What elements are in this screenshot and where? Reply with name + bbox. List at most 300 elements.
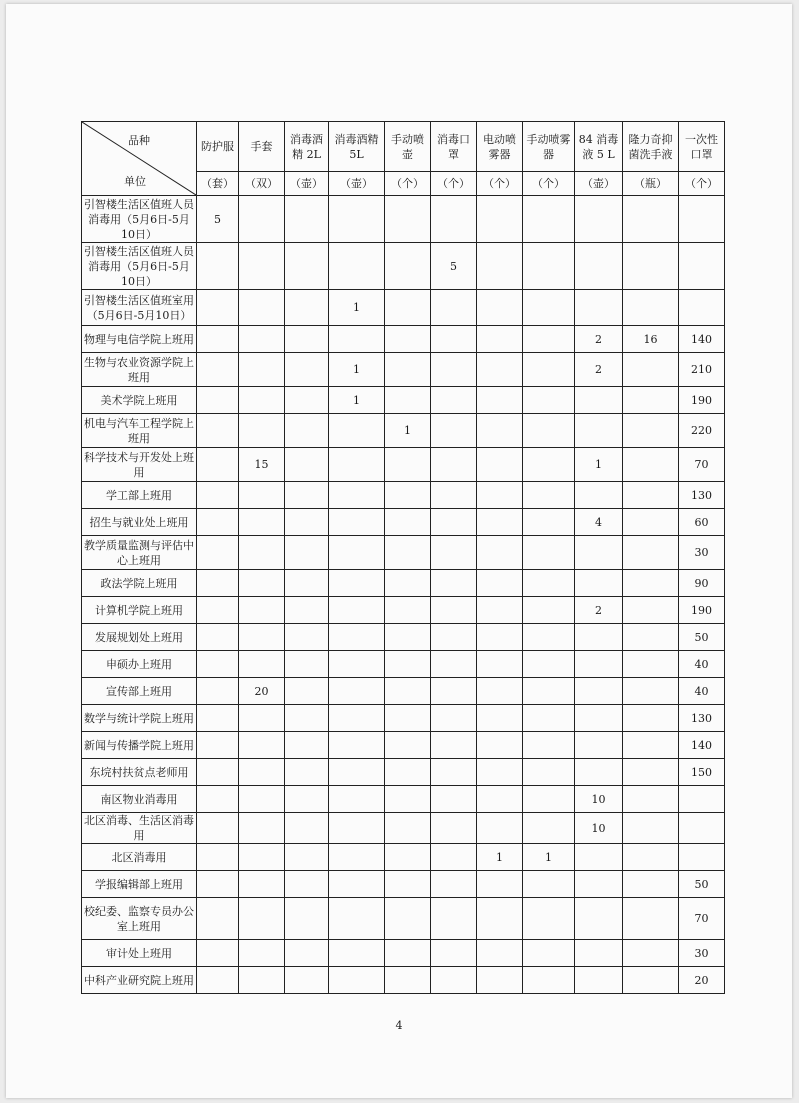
quantity-cell	[477, 414, 523, 448]
quantity-cell	[385, 326, 431, 353]
quantity-cell	[431, 536, 477, 570]
table-row	[82, 448, 725, 482]
quantity-cell	[239, 597, 285, 624]
quantity-cell	[523, 967, 575, 994]
quantity-cell	[431, 786, 477, 813]
quantity-cell	[197, 509, 239, 536]
quantity-cell	[197, 705, 239, 732]
table-row	[82, 624, 725, 651]
quantity-cell	[523, 290, 575, 326]
quantity-cell: 130	[679, 482, 725, 509]
quantity-cell: 20	[679, 967, 725, 994]
quantity-cell	[329, 509, 385, 536]
column-unit: （个）	[523, 172, 575, 196]
quantity-cell	[623, 786, 679, 813]
quantity-cell	[431, 353, 477, 387]
quantity-cell	[623, 353, 679, 387]
quantity-cell	[623, 387, 679, 414]
quantity-cell	[575, 482, 623, 509]
quantity-cell	[239, 732, 285, 759]
quantity-cell	[285, 705, 329, 732]
quantity-cell	[197, 536, 239, 570]
quantity-cell	[285, 844, 329, 871]
quantity-cell	[431, 624, 477, 651]
quantity-cell	[385, 509, 431, 536]
quantity-cell	[477, 759, 523, 786]
quantity-cell	[285, 967, 329, 994]
table-row	[82, 844, 725, 871]
quantity-cell	[623, 597, 679, 624]
quantity-cell	[477, 353, 523, 387]
quantity-cell	[285, 624, 329, 651]
quantity-cell	[285, 482, 329, 509]
quantity-cell	[523, 326, 575, 353]
table-row	[82, 387, 725, 414]
quantity-cell	[239, 898, 285, 940]
quantity-cell	[431, 570, 477, 597]
quantity-cell	[329, 624, 385, 651]
quantity-cell	[523, 536, 575, 570]
quantity-cell	[197, 678, 239, 705]
quantity-cell	[575, 940, 623, 967]
unit-cell: 政法学院上班用	[82, 570, 197, 597]
quantity-cell	[477, 536, 523, 570]
quantity-cell	[431, 940, 477, 967]
quantity-cell: 1	[575, 448, 623, 482]
unit-cell: 北区消毒、生活区消毒用	[82, 813, 197, 844]
quantity-cell	[575, 759, 623, 786]
quantity-cell	[431, 871, 477, 898]
column-header: 防护服	[197, 122, 239, 172]
column-header: 消毒口罩	[431, 122, 477, 172]
quantity-cell	[623, 678, 679, 705]
quantity-cell	[285, 243, 329, 290]
table-row	[82, 813, 725, 844]
unit-cell: 校纪委、监察专员办公室上班用	[82, 898, 197, 940]
quantity-cell	[523, 732, 575, 759]
quantity-cell	[385, 290, 431, 326]
quantity-cell	[477, 196, 523, 243]
quantity-cell	[285, 353, 329, 387]
quantity-cell	[623, 414, 679, 448]
table-row	[82, 705, 725, 732]
quantity-cell	[285, 536, 329, 570]
quantity-cell	[431, 387, 477, 414]
quantity-cell	[477, 651, 523, 678]
quantity-cell	[197, 290, 239, 326]
quantity-cell	[285, 509, 329, 536]
quantity-cell	[239, 290, 285, 326]
quantity-cell	[477, 898, 523, 940]
quantity-cell	[197, 967, 239, 994]
quantity-cell	[477, 813, 523, 844]
quantity-cell	[523, 597, 575, 624]
column-header: 隆力奇抑菌洗手液	[623, 122, 679, 172]
column-unit: （个）	[385, 172, 431, 196]
unit-cell: 学报编辑部上班用	[82, 871, 197, 898]
unit-cell: 引智楼生活区值班室用（5月6日-5月10日）	[82, 290, 197, 326]
column-header: 手动喷雾器	[523, 122, 575, 172]
quantity-cell	[239, 786, 285, 813]
quantity-cell	[523, 759, 575, 786]
unit-cell: 引智楼生活区值班人员消毒用（5月6日-5月10日）	[82, 243, 197, 290]
quantity-cell	[431, 813, 477, 844]
quantity-cell: 20	[239, 678, 285, 705]
quantity-cell	[385, 597, 431, 624]
quantity-cell	[385, 813, 431, 844]
quantity-cell: 1	[523, 844, 575, 871]
quantity-cell	[239, 196, 285, 243]
unit-cell: 新闻与传播学院上班用	[82, 732, 197, 759]
quantity-cell	[623, 967, 679, 994]
quantity-cell	[385, 705, 431, 732]
quantity-cell	[239, 967, 285, 994]
quantity-cell	[477, 448, 523, 482]
quantity-cell	[575, 536, 623, 570]
table-row	[82, 570, 725, 597]
column-unit: （个）	[679, 172, 725, 196]
quantity-cell	[623, 570, 679, 597]
page-number: 4	[395, 1019, 403, 1032]
unit-cell: 中科产业研究院上班用	[82, 967, 197, 994]
table-row	[82, 678, 725, 705]
quantity-cell: 5	[197, 196, 239, 243]
table-row	[82, 732, 725, 759]
quantity-cell	[329, 196, 385, 243]
table-row	[82, 536, 725, 570]
table-row	[82, 597, 725, 624]
document-page	[6, 4, 792, 1098]
quantity-cell: 1	[477, 844, 523, 871]
quantity-cell	[329, 678, 385, 705]
quantity-cell: 2	[575, 353, 623, 387]
quantity-cell	[197, 448, 239, 482]
table-row	[82, 509, 725, 536]
unit-cell: 教学质量监测与评估中心上班用	[82, 536, 197, 570]
quantity-cell	[385, 651, 431, 678]
quantity-cell	[431, 326, 477, 353]
unit-cell: 物理与电信学院上班用	[82, 326, 197, 353]
quantity-cell	[477, 940, 523, 967]
quantity-cell	[523, 678, 575, 705]
quantity-cell	[477, 482, 523, 509]
quantity-cell	[385, 844, 431, 871]
unit-cell: 招生与就业处上班用	[82, 509, 197, 536]
quantity-cell	[239, 705, 285, 732]
quantity-cell	[197, 387, 239, 414]
quantity-cell	[385, 967, 431, 994]
quantity-cell	[239, 414, 285, 448]
quantity-cell	[285, 290, 329, 326]
quantity-cell	[523, 898, 575, 940]
quantity-cell	[329, 898, 385, 940]
quantity-cell	[197, 624, 239, 651]
unit-cell: 审计处上班用	[82, 940, 197, 967]
quantity-cell	[385, 387, 431, 414]
quantity-cell	[239, 651, 285, 678]
quantity-cell	[285, 387, 329, 414]
quantity-cell: 10	[575, 786, 623, 813]
quantity-cell	[285, 597, 329, 624]
quantity-cell	[239, 871, 285, 898]
quantity-cell	[523, 414, 575, 448]
quantity-cell	[477, 597, 523, 624]
quantity-cell	[431, 482, 477, 509]
column-header: 一次性口罩	[679, 122, 725, 172]
column-header: 消毒酒精 5L	[329, 122, 385, 172]
quantity-cell	[385, 940, 431, 967]
quantity-cell	[575, 732, 623, 759]
table-row	[82, 967, 725, 994]
column-unit: （瓶）	[623, 172, 679, 196]
quantity-cell	[431, 967, 477, 994]
quantity-cell	[431, 678, 477, 705]
quantity-cell	[385, 353, 431, 387]
table-row	[82, 898, 725, 940]
quantity-cell	[431, 651, 477, 678]
quantity-cell	[329, 448, 385, 482]
quantity-cell	[385, 786, 431, 813]
quantity-cell	[329, 597, 385, 624]
quantity-cell	[329, 414, 385, 448]
quantity-cell	[575, 705, 623, 732]
unit-cell: 东垸村扶贫点老师用	[82, 759, 197, 786]
unit-cell: 数学与统计学院上班用	[82, 705, 197, 732]
quantity-cell	[623, 509, 679, 536]
quantity-cell	[477, 387, 523, 414]
quantity-cell	[431, 759, 477, 786]
quantity-cell	[431, 414, 477, 448]
quantity-cell	[679, 290, 725, 326]
column-unit: （个）	[477, 172, 523, 196]
quantity-cell	[431, 509, 477, 536]
quantity-cell	[197, 414, 239, 448]
quantity-cell	[385, 678, 431, 705]
quantity-cell	[197, 243, 239, 290]
quantity-cell	[523, 387, 575, 414]
quantity-cell	[329, 651, 385, 678]
quantity-cell	[329, 326, 385, 353]
column-unit: （壶）	[285, 172, 329, 196]
quantity-cell	[385, 243, 431, 290]
quantity-cell	[575, 624, 623, 651]
quantity-cell	[239, 570, 285, 597]
quantity-cell	[575, 570, 623, 597]
quantity-cell	[623, 536, 679, 570]
column-header: 电动喷雾器	[477, 122, 523, 172]
quantity-cell	[575, 967, 623, 994]
quantity-cell	[523, 509, 575, 536]
quantity-cell	[477, 624, 523, 651]
quantity-cell	[197, 844, 239, 871]
quantity-cell: 190	[679, 387, 725, 414]
quantity-cell: 140	[679, 326, 725, 353]
column-header: 手动喷壶	[385, 122, 431, 172]
quantity-cell	[385, 536, 431, 570]
quantity-cell	[679, 786, 725, 813]
unit-cell: 引智楼生活区值班人员消毒用（5月6日-5月10日）	[82, 196, 197, 243]
quantity-cell	[385, 482, 431, 509]
quantity-cell	[477, 871, 523, 898]
quantity-cell: 150	[679, 759, 725, 786]
quantity-cell	[477, 326, 523, 353]
quantity-cell	[523, 243, 575, 290]
quantity-cell	[385, 732, 431, 759]
quantity-cell	[523, 570, 575, 597]
quantity-cell	[385, 196, 431, 243]
quantity-cell	[285, 448, 329, 482]
quantity-cell	[623, 940, 679, 967]
quantity-cell: 5	[431, 243, 477, 290]
quantity-cell	[623, 651, 679, 678]
quantity-cell	[197, 813, 239, 844]
quantity-cell	[239, 387, 285, 414]
quantity-cell	[239, 940, 285, 967]
quantity-cell	[385, 898, 431, 940]
quantity-cell	[575, 844, 623, 871]
quantity-cell	[523, 448, 575, 482]
quantity-cell	[329, 940, 385, 967]
column-unit: （套）	[197, 172, 239, 196]
quantity-cell	[285, 759, 329, 786]
table-row	[82, 353, 725, 387]
quantity-cell: 70	[679, 448, 725, 482]
quantity-cell	[575, 387, 623, 414]
unit-cell: 美术学院上班用	[82, 387, 197, 414]
unit-cell: 申硕办上班用	[82, 651, 197, 678]
quantity-cell	[575, 196, 623, 243]
quantity-cell	[431, 290, 477, 326]
corner-header-cell	[82, 122, 197, 196]
corner-bottom-label: 单位	[124, 175, 146, 188]
quantity-cell	[523, 624, 575, 651]
quantity-cell	[431, 898, 477, 940]
quantity-cell: 60	[679, 509, 725, 536]
quantity-cell	[523, 786, 575, 813]
unit-cell: 机电与汽车工程学院上班用	[82, 414, 197, 448]
quantity-cell	[239, 509, 285, 536]
quantity-cell	[623, 243, 679, 290]
quantity-cell	[523, 940, 575, 967]
quantity-cell: 130	[679, 705, 725, 732]
quantity-cell: 16	[623, 326, 679, 353]
quantity-cell	[329, 844, 385, 871]
quantity-cell	[431, 705, 477, 732]
quantity-cell	[197, 353, 239, 387]
unit-cell: 学工部上班用	[82, 482, 197, 509]
quantity-cell	[523, 482, 575, 509]
quantity-cell	[197, 597, 239, 624]
quantity-cell: 2	[575, 597, 623, 624]
quantity-cell	[285, 940, 329, 967]
column-header: 手套	[239, 122, 285, 172]
column-unit: （壶）	[575, 172, 623, 196]
quantity-cell: 90	[679, 570, 725, 597]
quantity-cell	[523, 705, 575, 732]
quantity-cell	[477, 967, 523, 994]
quantity-cell	[197, 940, 239, 967]
quantity-cell	[285, 678, 329, 705]
quantity-cell: 2	[575, 326, 623, 353]
quantity-cell	[197, 871, 239, 898]
quantity-cell	[623, 898, 679, 940]
quantity-cell	[431, 448, 477, 482]
quantity-cell	[329, 570, 385, 597]
unit-cell: 计算机学院上班用	[82, 597, 197, 624]
quantity-cell	[477, 678, 523, 705]
quantity-cell	[431, 597, 477, 624]
table-row	[82, 326, 725, 353]
quantity-cell	[197, 326, 239, 353]
quantity-cell	[285, 196, 329, 243]
unit-cell: 北区消毒用	[82, 844, 197, 871]
quantity-cell	[623, 871, 679, 898]
quantity-cell	[239, 624, 285, 651]
quantity-cell	[239, 536, 285, 570]
table-row	[82, 196, 725, 243]
quantity-cell	[329, 732, 385, 759]
quantity-cell: 1	[329, 290, 385, 326]
quantity-cell	[285, 651, 329, 678]
table-row	[82, 482, 725, 509]
quantity-cell: 1	[385, 414, 431, 448]
quantity-cell	[197, 482, 239, 509]
quantity-cell	[329, 759, 385, 786]
quantity-cell: 30	[679, 940, 725, 967]
quantity-cell	[477, 243, 523, 290]
quantity-cell	[431, 732, 477, 759]
quantity-cell	[623, 705, 679, 732]
quantity-cell	[523, 871, 575, 898]
column-header: 消毒酒精 2L	[285, 122, 329, 172]
quantity-cell	[679, 243, 725, 290]
quantity-cell	[679, 844, 725, 871]
unit-cell: 科学技术与开发处上班用	[82, 448, 197, 482]
table-row	[82, 290, 725, 326]
quantity-cell	[477, 570, 523, 597]
quantity-cell	[285, 813, 329, 844]
quantity-cell	[197, 570, 239, 597]
quantity-cell	[523, 353, 575, 387]
quantity-cell	[523, 651, 575, 678]
unit-cell: 发展规划处上班用	[82, 624, 197, 651]
quantity-cell: 40	[679, 678, 725, 705]
quantity-cell: 210	[679, 353, 725, 387]
quantity-cell	[285, 570, 329, 597]
quantity-cell	[385, 624, 431, 651]
quantity-cell	[431, 196, 477, 243]
column-unit: （个）	[431, 172, 477, 196]
quantity-cell	[623, 448, 679, 482]
quantity-cell	[239, 326, 285, 353]
unit-cell: 南区物业消毒用	[82, 786, 197, 813]
quantity-cell	[575, 898, 623, 940]
quantity-cell	[385, 759, 431, 786]
quantity-cell	[623, 290, 679, 326]
quantity-cell	[679, 196, 725, 243]
quantity-cell: 70	[679, 898, 725, 940]
table-row	[82, 940, 725, 967]
table-row	[82, 243, 725, 290]
quantity-cell: 40	[679, 651, 725, 678]
unit-cell: 宣传部上班用	[82, 678, 197, 705]
quantity-cell	[477, 786, 523, 813]
table-row	[82, 871, 725, 898]
unit-cell: 生物与农业资源学院上班用	[82, 353, 197, 387]
quantity-cell	[575, 651, 623, 678]
quantity-cell	[575, 871, 623, 898]
quantity-cell	[623, 732, 679, 759]
